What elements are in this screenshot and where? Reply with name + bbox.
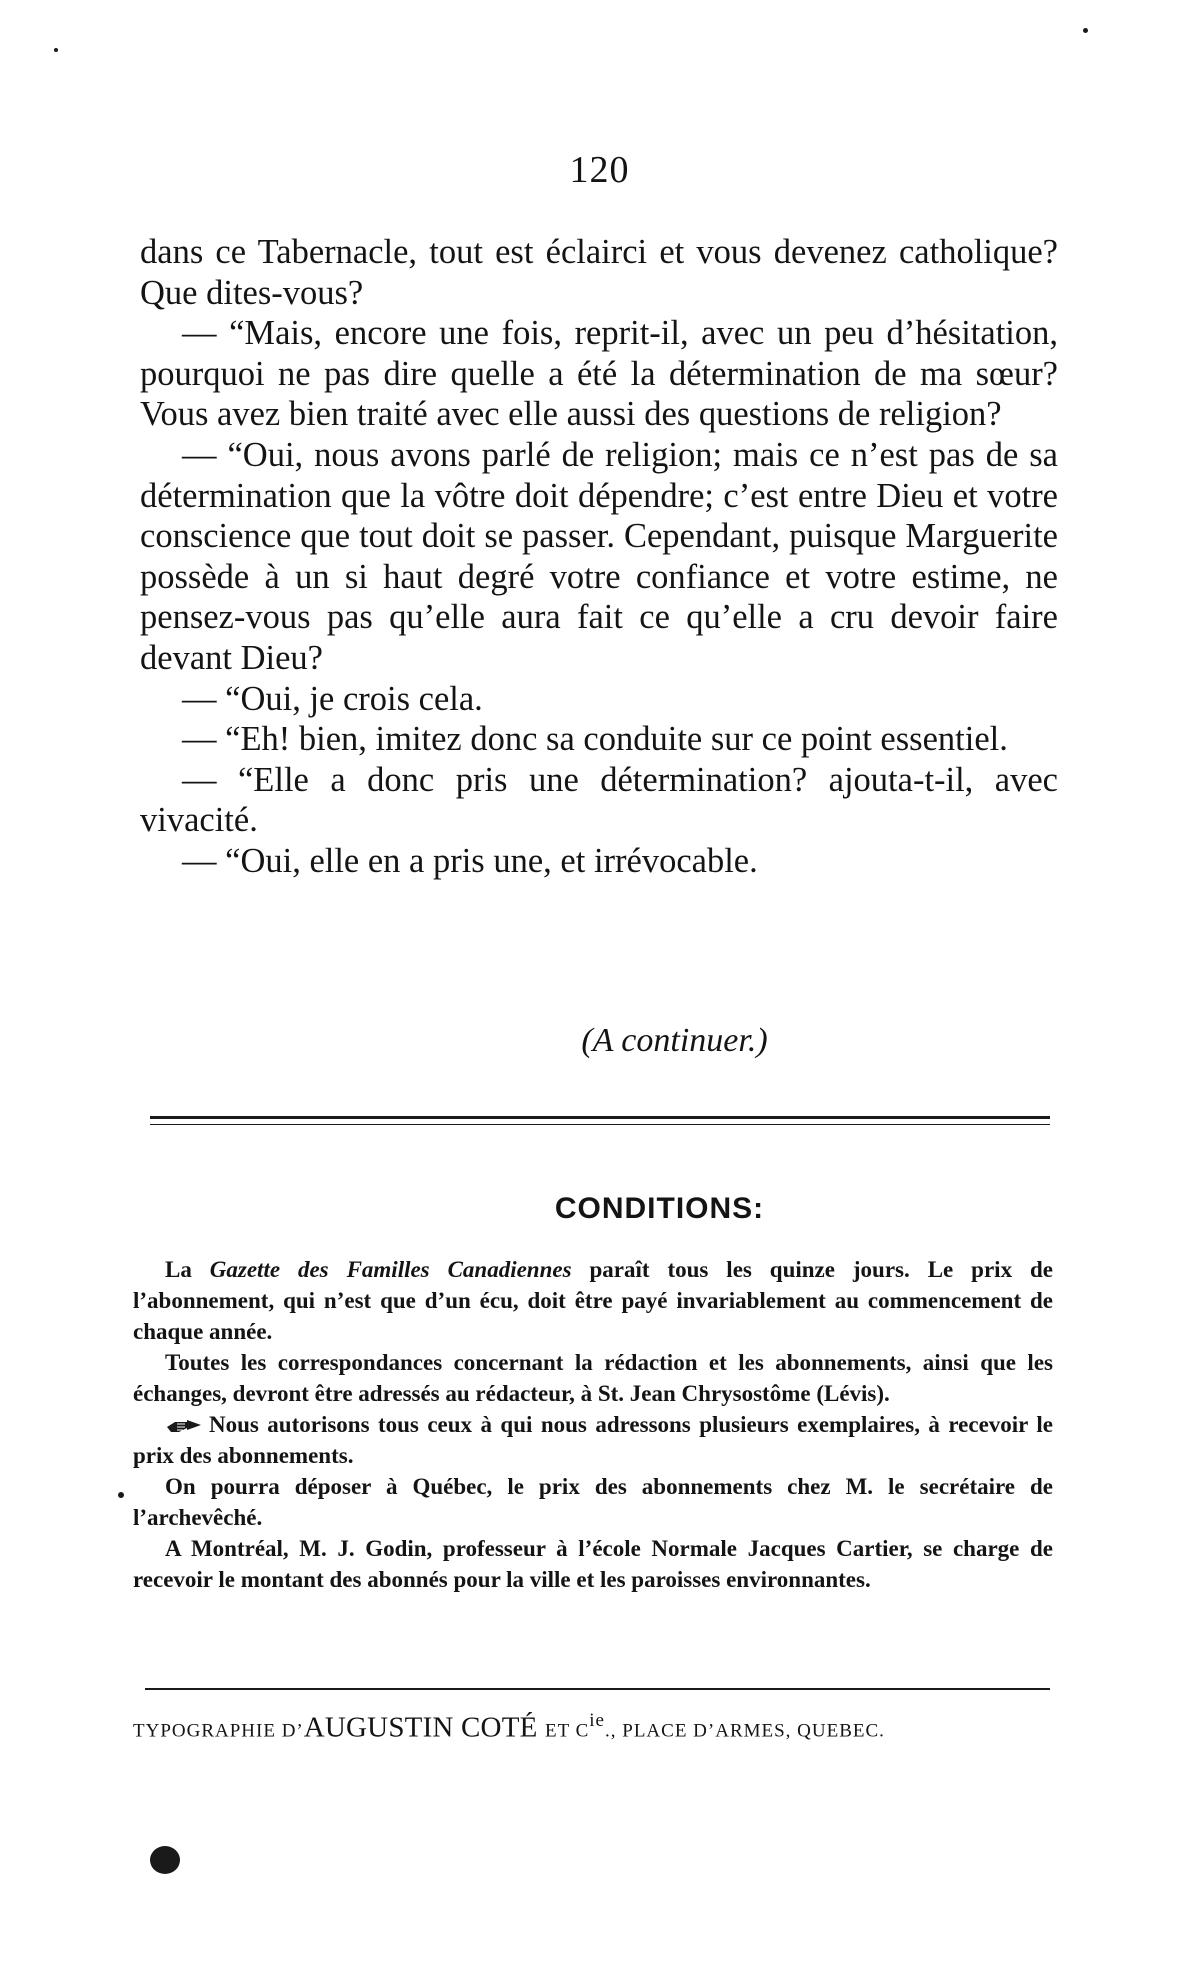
paragraph: dans ce Tabernacle, tout est éclairci et vous devenez catholique? Que dites-vous? [140,233,1058,312]
paragraph: — “Mais, encore une fois, reprit-il, avec un peu d’hésitation, pourquoi ne pas dire quelle a été la détermination de ma sœur? Vous avez bien traité avec elle aussi des questions de religion? [140,314,1058,434]
conditions-text: La [165,1257,210,1282]
ink-blot [150,1846,180,1874]
paragraph: — “Oui, je crois cela. [182,679,483,718]
conditions-paragraph: On pourra déposer à Québec, le prix des abonnements chez M. le secrétaire de l’archevêché. [133,1474,1053,1530]
imprint-text: ET C [544,1720,590,1742]
conditions-text: paraît tous les quinze jours. Le prix de l’abonnement, qui n’est que d’un écu, doit être payé invariablement au commencement de chaque année. [133,1257,1054,1344]
pointing-hand-icon [165,1418,205,1436]
imprint-printer-name: AUGUSTIN COTÉ [303,1711,545,1744]
ink-speck [54,48,58,52]
paragraph: — “Oui, elle en a pris une, et irrévocable. [182,841,758,880]
conditions-paragraph: A Montréal, M. J. Godin, professeur à l’école Normale Jacques Cartier, se charge de recevoir le montant des abonnés pour la ville et les paroisses environnantes. [133,1536,1053,1592]
divider-rule-footer [145,1688,1050,1690]
conditions-block [133,1254,1053,1595]
divider-rule-thick [150,1116,1050,1119]
paragraph: — “Eh! bien, imitez donc sa conduite sur ce point essentiel. [182,720,1008,759]
conditions-heading: CONDITIONS: [554,1192,765,1225]
ink-speck [1083,28,1088,33]
divider-rule-thin [150,1124,1050,1125]
imprint-text: ., PLACE D’ARMES, QUEBEC. [605,1720,885,1742]
conditions-paragraph: Toutes les correspondances concernant la rédaction et les abonnements, ainsi que les échanges, devront être adressés au rédacteur, à St. Jean Chrysostôme (Lévis). [133,1350,1053,1406]
printer-imprint [133,1710,1063,1745]
page-number: 120 [569,149,630,191]
imprint-text: TYPOGRAPHIE D’ [133,1720,304,1742]
conditions-paragraph [133,1409,1053,1471]
continued-note: (A continuer.) [581,1022,768,1059]
imprint-text: ie [589,1710,605,1731]
story-text [140,232,1058,882]
paragraph: — “Oui, nous avons parlé de religion; mais ce n’est pas de sa détermination que la vôtre doit dépendre; c’est entre Dieu et votre conscience que tout doit se passer. Cependant, puisque Marguerite possède à un si haut degré votre confiance et votre estime, ne pensez-vous pas qu’elle aura fait ce qu’elle a cru devoir faire devant Dieu? [140,435,1058,677]
publication-name: Gazette des Familles Canadiennes [209,1257,572,1282]
paragraph: — “Elle a donc pris une détermination? ajouta-t-il, avec vivacité. [140,760,1058,840]
ink-speck [118,1492,124,1498]
conditions-text: Nous autorisons tous ceux à qui nous adressons plusieurs exemplaires, à recevoir le prix des abonnements. [133,1412,1053,1468]
conditions-paragraph [133,1254,1053,1347]
